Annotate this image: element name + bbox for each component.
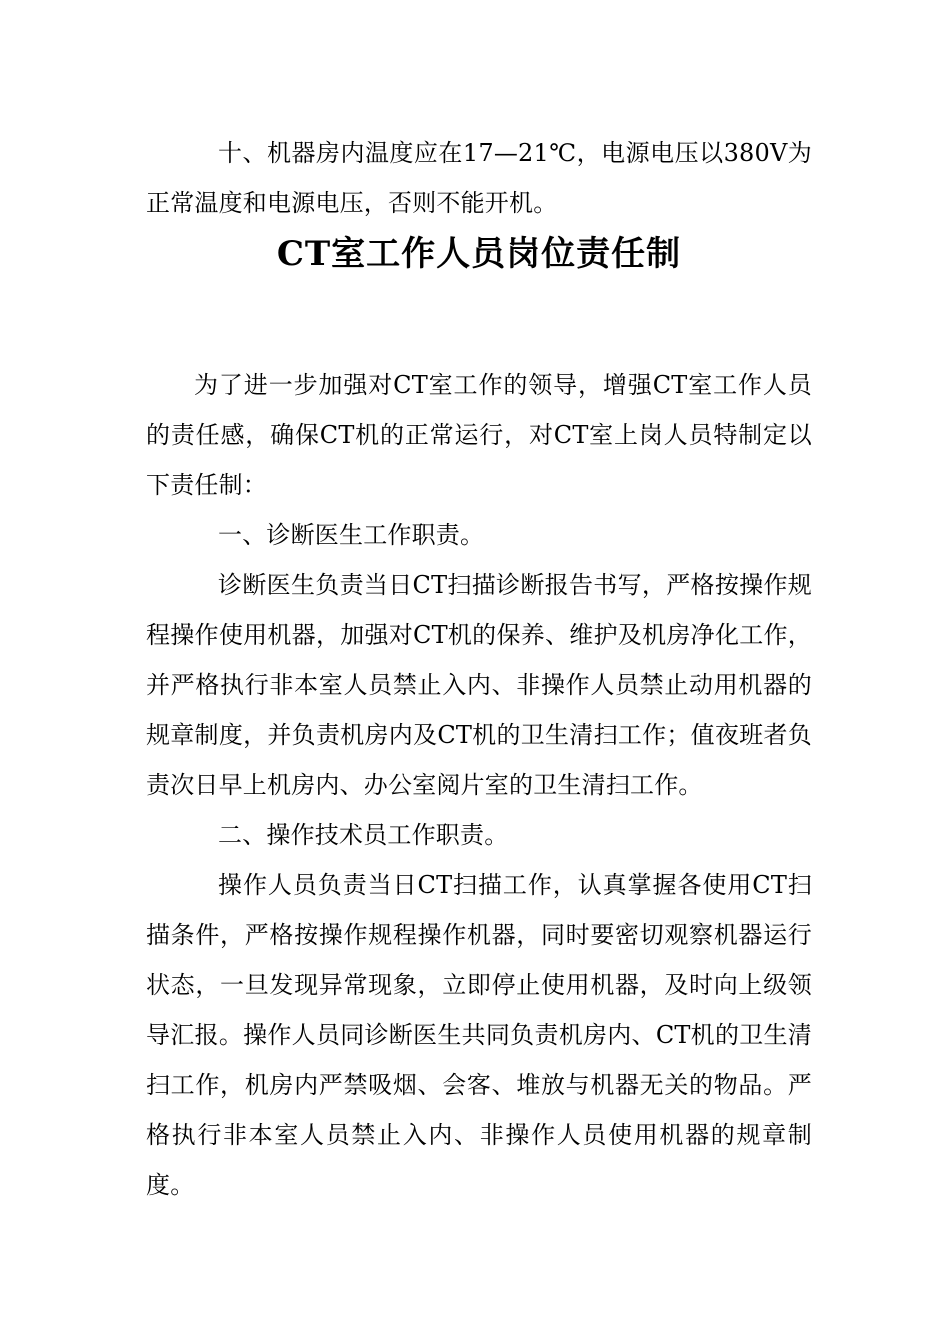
section-1-heading: 一、诊断医生工作职责。 xyxy=(218,521,485,549)
preface-paragraph: 为了进一步加强对CT室工作的领导，增强CT室工作人员的责任感，确保CT机的正常运行，对CT室上岗人员特制定以下责任制： xyxy=(146,371,812,499)
document-title: CT室工作人员岗位责任制 xyxy=(276,234,682,274)
section-2-body: 操作人员负责当日CT扫描工作，认真掌握各使用CT扫描条件，严格按操作规程操作机器，同时要密切观察机器运行状态，一旦发现异常现象，立即停止使用机器，及时向上级领导汇报。操作人员同诊断医生共同负责机房内、CT机的卫生清扫工作，机房内严禁吸烟、会客、堆放与机器无关的物品。严格执行非本室人员禁止入内、非操作人员使用机器的规章制度。 xyxy=(146,871,812,1199)
document-content xyxy=(146,128,812,1210)
section-2-heading: 二、操作技术员工作职责。 xyxy=(218,821,509,849)
spacer xyxy=(146,280,812,360)
intro-item-paragraph: 十、机器房内温度应在17—21℃，电源电压以380V为正常温度和电源电压，否则不能开机。 xyxy=(146,139,812,217)
section-1-body: 诊断医生负责当日CT扫描诊断报告书写，严格按操作规程操作使用机器，加强对CT机的保养、维护及机房净化工作，并严格执行非本室人员禁止入内、非操作人员禁止动用机器的规章制度，并负责机房内及CT机的卫生清扫工作；值夜班者负责次日早上机房内、办公室阅片室的卫生清扫工作。 xyxy=(146,571,812,799)
